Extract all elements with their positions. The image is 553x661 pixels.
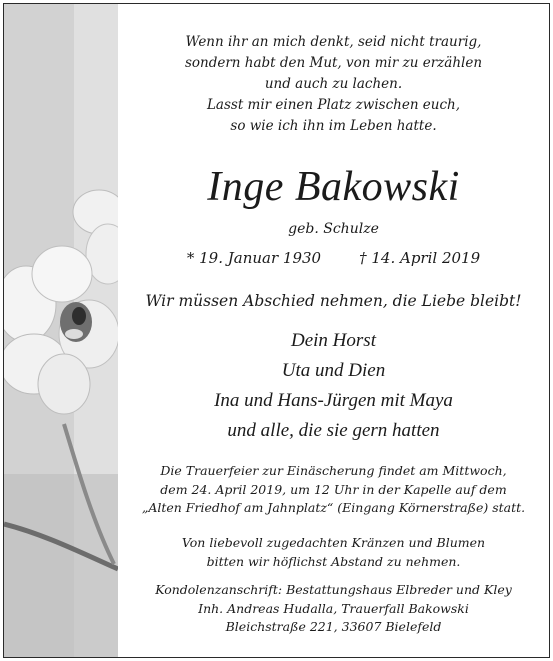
orchid-illustration bbox=[4, 4, 118, 657]
mourner-line: Ina und Hans-Jürgen mit Maya bbox=[214, 390, 453, 411]
contact-line: Inh. Andreas Hudalla, Trauerfall Bakowski bbox=[198, 600, 469, 616]
poem-line: sondern habt den Mut, von mir zu erzählen bbox=[184, 55, 483, 71]
mourner-line: Uta und Dien bbox=[281, 360, 386, 381]
life-dates bbox=[118, 247, 549, 269]
wreath-note bbox=[118, 534, 549, 571]
ceremony-line: „Alten Friedhof am Jahnplatz“ (Eingang Körnerstraße) statt. bbox=[141, 500, 526, 515]
poem-line: und auch zu lachen. bbox=[264, 76, 403, 92]
poem-line: Lasst mir einen Platz zwischen euch, bbox=[206, 97, 461, 113]
condolence-address bbox=[118, 581, 549, 637]
contact-line: Bleichstraße 221, 33607 Bielefeld bbox=[225, 619, 442, 634]
birth-date: * 19. Januar 1930 bbox=[186, 249, 322, 267]
ceremony-info bbox=[118, 462, 549, 518]
orchid-photo bbox=[4, 4, 118, 657]
poem-line: Wenn ihr an mich denkt, seid nicht traurig, bbox=[185, 34, 482, 50]
mourner-line: und alle, die sie gern hatten bbox=[227, 420, 440, 441]
death-date: † 14. April 2019 bbox=[359, 249, 481, 267]
obituary-notice bbox=[3, 3, 550, 658]
wreath-line: bitten wir höflichst Abstand zu nehmen. bbox=[206, 553, 461, 569]
wreath-line: Von liebevoll zugedachten Kränzen und Blumen bbox=[181, 535, 486, 550]
birth-name: geb. Schulze bbox=[288, 221, 379, 237]
notice-text bbox=[118, 4, 549, 657]
contact-line: Kondolenzanschrift: Bestattungshaus Elbreder und Kley bbox=[155, 582, 512, 597]
ceremony-line: dem 24. April 2019, um 12 Uhr in der Kapelle auf dem bbox=[160, 481, 507, 497]
ceremony-line: Die Trauerfeier zur Einäscherung findet am Mittwoch, bbox=[160, 463, 507, 478]
poem bbox=[118, 32, 549, 137]
mourner-line: Dein Horst bbox=[291, 330, 376, 351]
poem-line: so wie ich ihn im Leben hatte. bbox=[230, 118, 437, 134]
deceased-name: Inge Bakowski bbox=[207, 164, 460, 210]
mourners-list bbox=[118, 326, 549, 446]
motto: Wir müssen Abschied nehmen, die Liebe bleibt! bbox=[145, 292, 522, 310]
